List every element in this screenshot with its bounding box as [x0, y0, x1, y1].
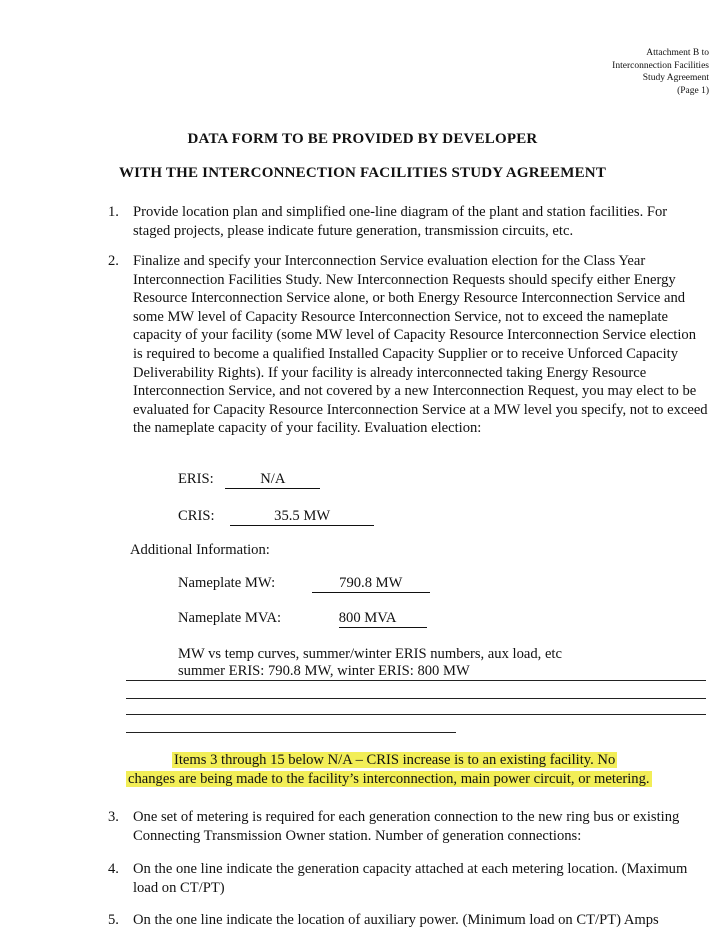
curves-value: summer ERIS: 790.8 MW, winter ERIS: 800 MW	[178, 663, 470, 679]
eris-value: N/A	[225, 470, 320, 489]
item-number: 5.	[108, 912, 119, 928]
form-subtitle: WITH THE INTERCONNECTION FACILITIES STUDY AGREEMENT	[118, 165, 607, 181]
item-text: One set of metering is required for each generation connection to the new ring bus or existing Connecting Transmission Owner station. Number of generation connections:	[133, 809, 680, 844]
item-number: 4.	[108, 861, 119, 877]
eris-label: ERIS:	[178, 471, 214, 487]
item-text: On the one line indicate the generation capacity attached at each metering location. (Maximum load on CT/PT)	[133, 861, 688, 896]
nameplate-mw-field	[178, 574, 430, 593]
item-text: On the one line indicate the location of auxiliary power. (Minimum load on CT/PT) Amps	[133, 912, 659, 928]
additional-info-label: Additional Information:	[130, 542, 270, 558]
attachment-page: (Page 1)	[677, 85, 709, 96]
blank-line	[126, 732, 456, 733]
highlight-line: Items 3 through 15 below N/A – CRIS increase is to an existing facility. No	[174, 752, 616, 768]
item-text: Provide location plan and simplified one-line diagram of the plant and station facilities. For staged projects, please indicate future generation, transmission circuits, etc.	[133, 204, 668, 239]
attachment-line: Interconnection Facilities	[612, 60, 709, 71]
form-title: DATA FORM TO BE PROVIDED BY DEVELOPER	[187, 131, 538, 147]
blank-line	[126, 698, 706, 699]
nameplate-mva-value: 800 MVA	[339, 609, 427, 628]
nameplate-mva-label: Nameplate MVA:	[178, 610, 282, 626]
cris-field	[178, 507, 374, 526]
curves-label: MW vs temp curves, summer/winter ERIS numbers, aux load, etc	[178, 646, 562, 662]
cris-value: 35.5 MW	[230, 507, 374, 526]
nameplate-mw-label: Nameplate MW:	[178, 575, 276, 591]
item-number: 3.	[108, 809, 119, 825]
na-notice	[126, 751, 706, 789]
item-text: Finalize and specify your Interconnection Service evaluation election for the Class Year Interconnection Facilities Study. New Interconnection Requests should specify either Energy Resource Interconnection Service alone, or both Energy Resource Interconnection Service and some MW level of Capacity Resource Interconnection Service, not to exceed the nameplate capacity of your facility (some MW level of Capacity Resource Interconnection Service election is required to become a qualified Installed Capacity Supplier or to receive Unforced Capacity Deliverability Rights). If your facility is already interconnected taking Energy Resource Interconnection Service, and not covered by a new Interconnection Request, you may elect to be evaluated for Capacity Resource Interconnection Service at a MW level you specify, not to exceed the nameplate capacity of your facility. Evaluation election:	[133, 253, 708, 437]
attachment-header	[489, 47, 709, 97]
blank-line	[126, 714, 706, 715]
item-number: 2.	[108, 253, 119, 269]
item-number: 1.	[108, 204, 119, 220]
eris-field	[178, 470, 320, 489]
nameplate-mw-value: 790.8 MW	[312, 574, 430, 593]
attachment-line: Study Agreement	[642, 73, 709, 83]
attachment-line: Attachment B to	[646, 48, 709, 58]
nameplate-mva-field	[178, 609, 427, 628]
cris-label: CRIS:	[178, 508, 215, 524]
highlight-line: changes are being made to the facility’s interconnection, main power circuit, or metering.	[128, 771, 650, 788]
blank-line	[126, 680, 706, 681]
